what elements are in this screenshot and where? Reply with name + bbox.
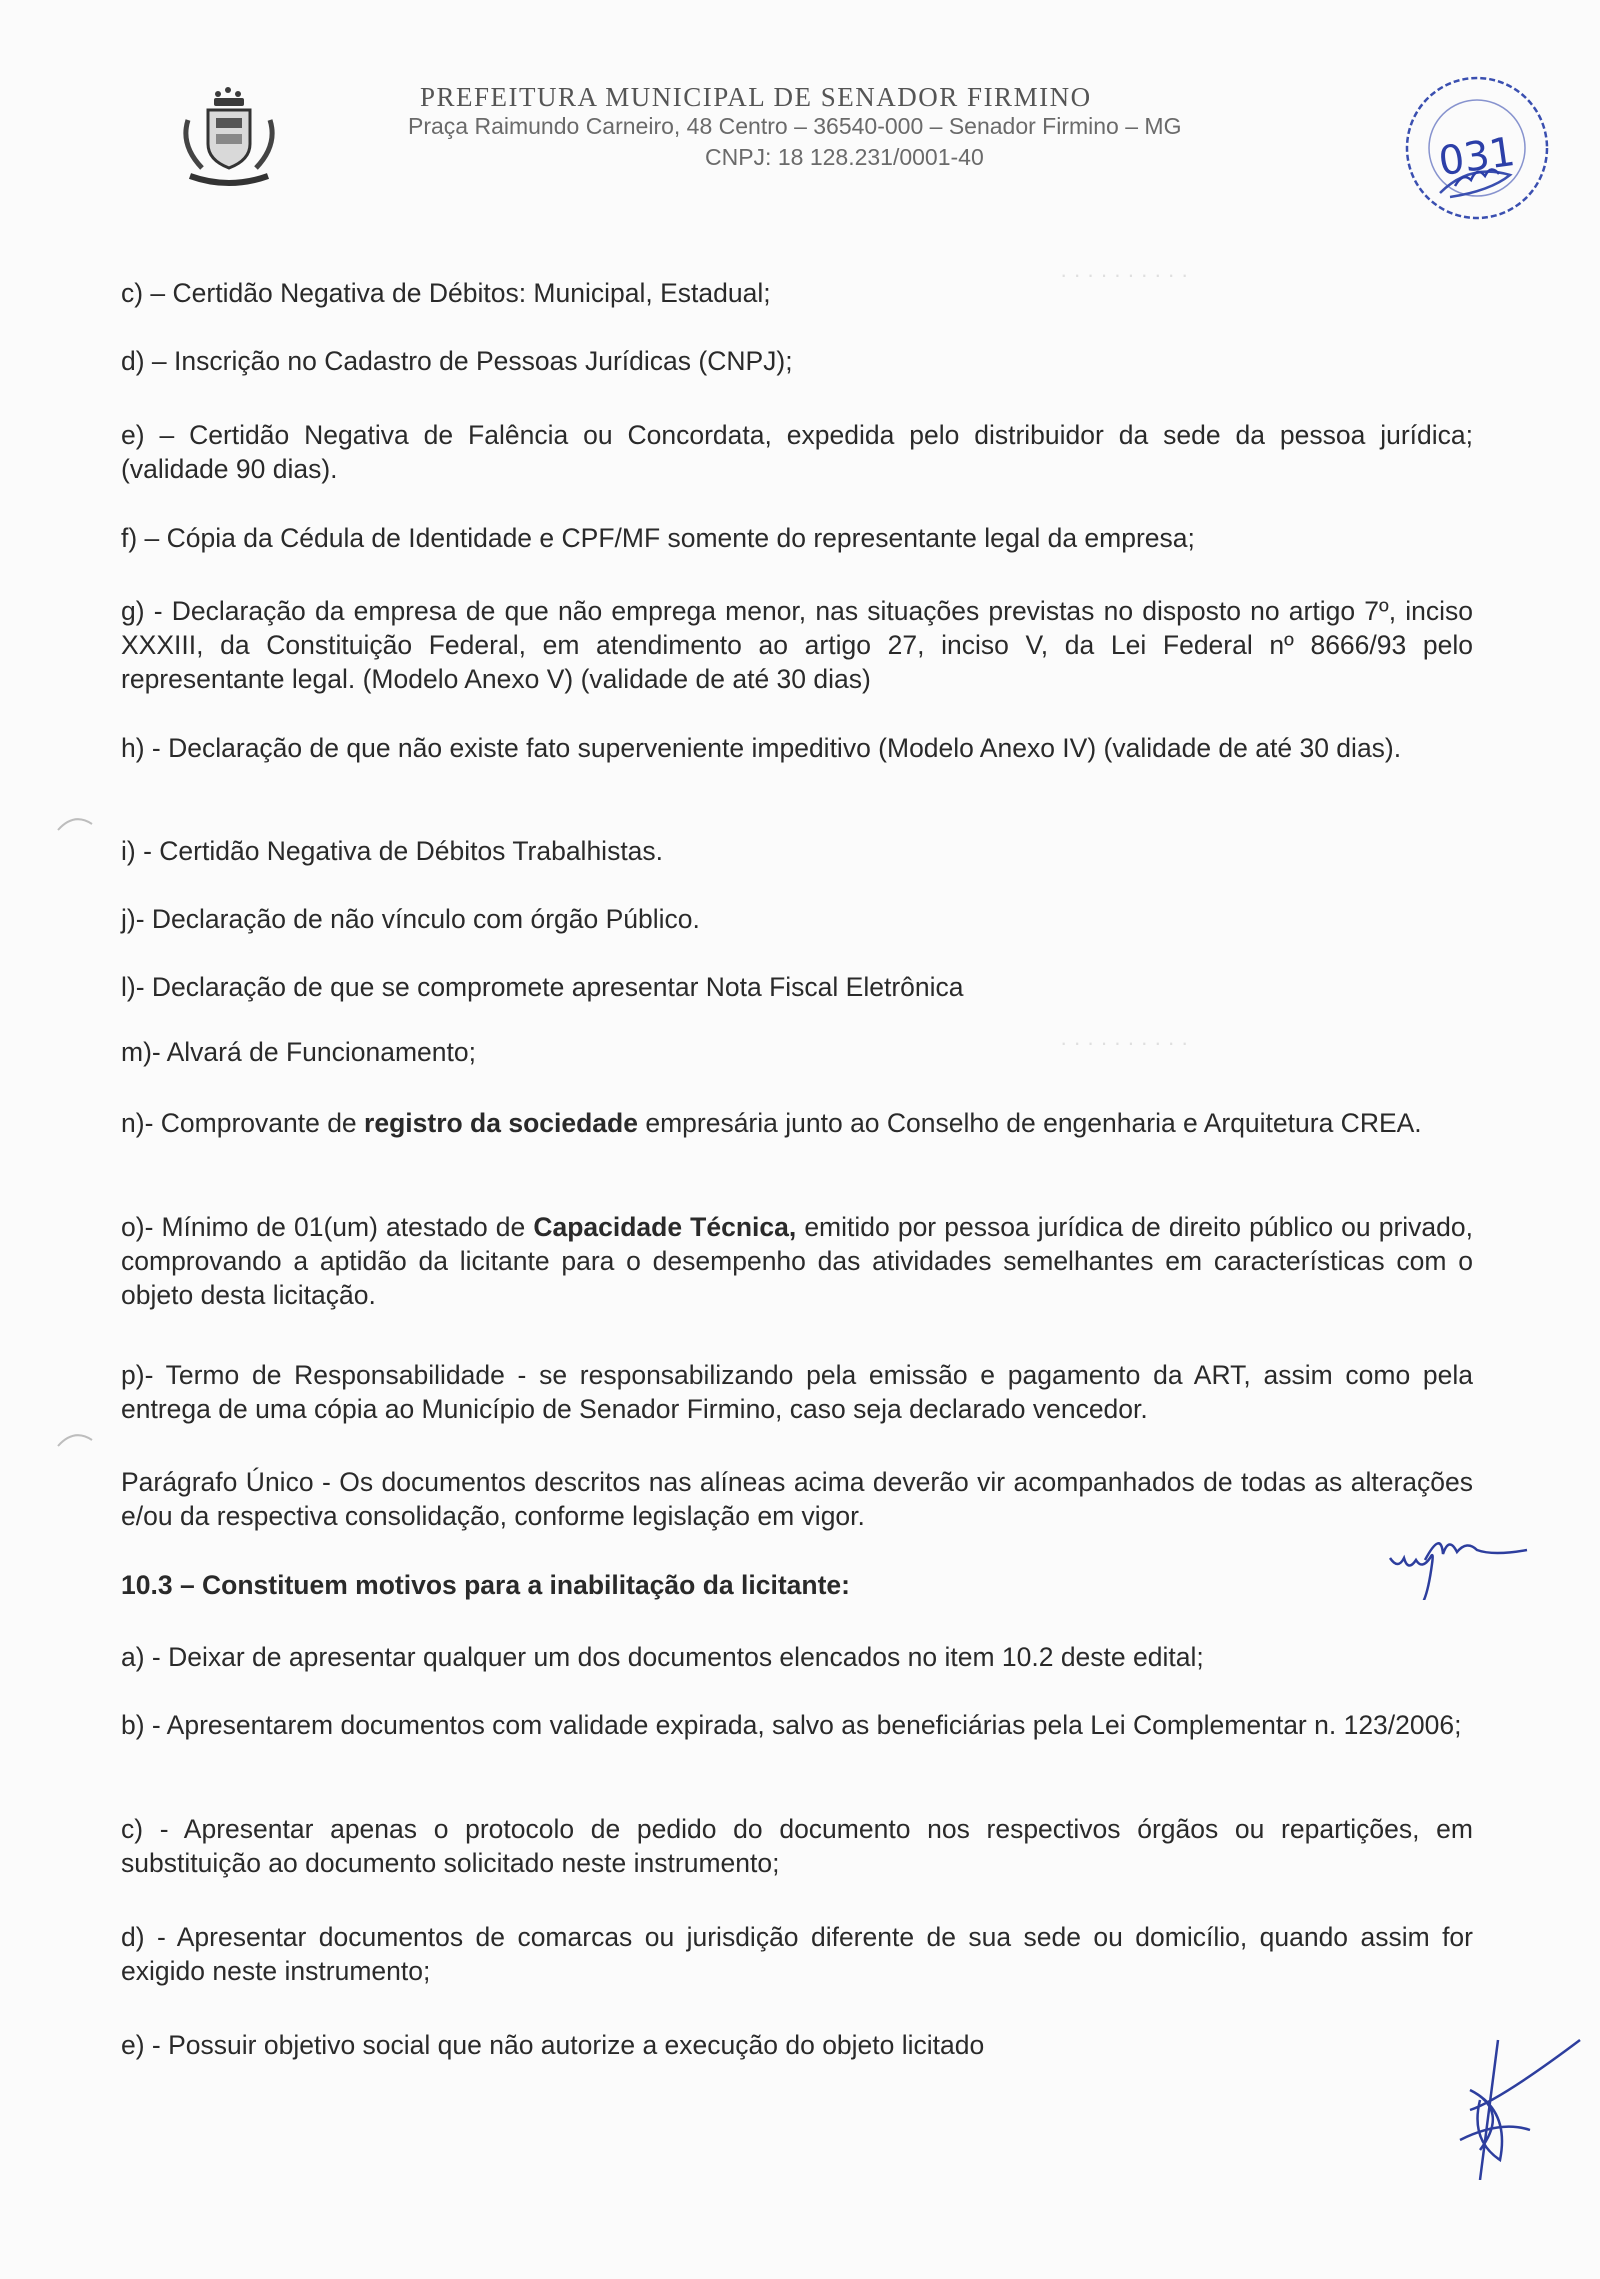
list-item: p)- Termo de Responsabilidade - se responsabilizando pela emissão e pagamento da ART, assim como pela entrega de uma cópia ao Município de Senador Firmino, caso seja declarado vencedor. [121,1360,1473,1424]
rubric-signature [1385,1530,1565,1600]
municipal-crest-icon [170,80,280,190]
list-item: f) – Cópia da Cédula de Identidade e CPF/MF somente do representante legal da empresa; [121,523,1195,553]
page-number: 031 [1435,128,1518,186]
item-text: emitido por pessoa jurídica de direito público ou privado, comprovando a aptidão da licitante para o desempenho das atividades semelhantes em características com o objeto desta licitação. [121,1212,1473,1310]
list-item: e) – Certidão Negativa de Falência ou Concordata, expedida pelo distribuidor da sede da pessoa jurídica; (validade 90 dias). [121,420,1473,484]
organization-address: Praça Raimundo Carneiro, 48 Centro – 36540-000 – Senador Firmino – MG [408,113,1182,139]
item-emphasis: Capacidade Técnica, [533,1212,797,1242]
list-item: l)- Declaração de que se compromete apresentar Nota Fiscal Eletrônica [121,972,964,1002]
list-item [121,1106,1473,1140]
list-item: a) - Deixar de apresentar qualquer um dos documentos elencados no item 10.2 deste edital; [121,1642,1204,1672]
list-item: e) - Possuir objetivo social que não autorize a execução do objeto licitado [121,2030,985,2060]
paragraph-unico: Parágrafo Único - Os documentos descritos nas alíneas acima deverão vir acompanhados de todas as alterações e/ou da respectiva consolidação, conforme legislação em vigor. [121,1467,1473,1531]
item-text: empresária junto ao Conselho de engenharia e Arquitetura CREA. [637,1108,1422,1138]
initials-signature [1420,2030,1590,2180]
list-item: h) - Declaração de que não existe fato superveniente impeditivo (Modelo Anexo IV) (validade de até 30 dias). [121,733,1402,763]
section-heading: 10.3 – Constituem motivos para a inabilitação da licitante: [121,1570,850,1600]
list-item: d) - Apresentar documentos de comarcas ou jurisdição diferente de sua sede ou domicílio, quando assim for exigido neste instrumento; [121,1922,1473,1986]
punch-hole-mark [56,1428,96,1448]
list-item [121,1210,1473,1312]
list-item: m)- Alvará de Funcionamento; [121,1037,476,1067]
bleed-through: · · · · · · · · · · [1060,262,1189,287]
commission-stamp [1385,58,1565,238]
item-emphasis: registro da sociedade [364,1108,638,1138]
organization-cnpj: CNPJ: 18 128.231/0001-40 [705,144,984,170]
list-item: i) - Certidão Negativa de Débitos Trabalhistas. [121,836,664,866]
list-item: b) - Apresentarem documentos com validade expirada, salvo as beneficiárias pela Lei Complementar n. 123/2006; [121,1710,1462,1740]
list-item: c) – Certidão Negativa de Débitos: Municipal, Estadual; [121,278,771,308]
punch-hole-mark [56,812,96,832]
item-text: o)- Mínimo de 01(um) atestado de [121,1212,534,1242]
list-item: d) – Inscrição no Cadastro de Pessoas Jurídicas (CNPJ); [121,346,793,376]
list-item: g) - Declaração da empresa de que não emprega menor, nas situações previstas no disposto no artigo 7º, inciso XXXIII, da Constituição Federal, em atendimento ao artigo 27, inciso V, da Lei Federal nº 8666/93 pelo representante legal. (Modelo Anexo V) (validade de até 30 dias) [121,596,1473,694]
bleed-through: · · · · · · · · · · [1060,1030,1189,1055]
organization-name: PREFEITURA MUNICIPAL DE SENADOR FIRMINO [420,82,1092,112]
list-item: c) - Apresentar apenas o protocolo de pedido do documento nos respectivos órgãos ou repartições, em substituição ao documento solicitado neste instrumento; [121,1814,1473,1878]
item-text: n)- Comprovante de [121,1108,365,1138]
list-item: j)- Declaração de não vínculo com órgão Público. [121,904,700,934]
